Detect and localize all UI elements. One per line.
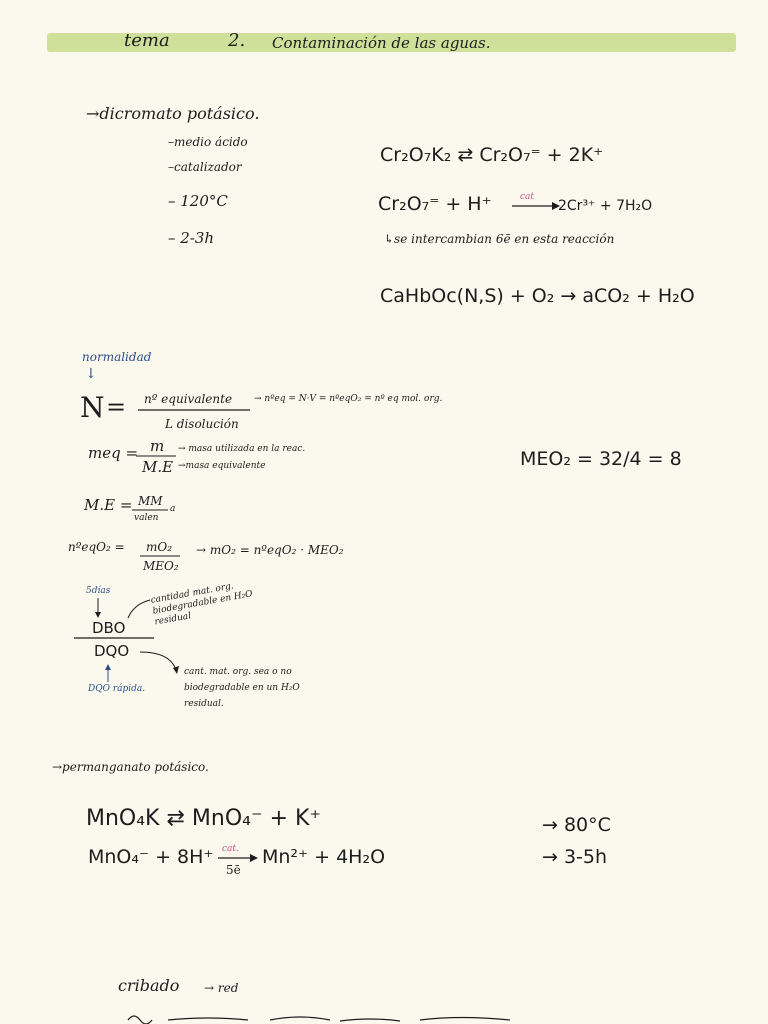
equals-sign: = [106, 393, 127, 421]
me-o2-equation: MEO₂ = 32/4 = 8 [520, 448, 682, 470]
dqo-label: DQO [94, 642, 130, 660]
neq-lhs: nºeqO₂ = [68, 540, 125, 554]
equation-combustion: CaHbOc(N,S) + O₂ → aCO₂ + H₂O [380, 285, 695, 307]
electron-exchange-note: ↳se intercambian 6ē en esta reacción [384, 232, 615, 246]
down-arrow-icon: ↓ [85, 366, 97, 382]
neq-rhs: → mO₂ = nºeqO₂ · MEO₂ [196, 543, 344, 557]
title-number: 2. [228, 30, 246, 51]
neq-numerator: mO₂ [146, 540, 173, 554]
five-days-label: 5días [86, 586, 111, 596]
normalidad-label: normalidad [82, 350, 152, 364]
me-subscript: a [170, 504, 176, 514]
me-lhs: M.E = [84, 496, 133, 514]
heading-permanganato: →permanganato potásico. [52, 760, 209, 774]
meq-denominator: M.E [142, 458, 174, 476]
me-numerator: MM [138, 494, 163, 508]
dicromato-item-temp: – 120°C [168, 192, 228, 210]
permanganato-time: → 3-5h [542, 846, 608, 868]
title-tema: tema [124, 30, 170, 51]
equation-dicromato-2-left: Cr₂O₇⁼ + H⁺ [378, 193, 492, 215]
fraction-denominator: L disolución [165, 417, 239, 431]
dicromato-item-medio: –medio ácido [168, 135, 248, 149]
neq-denominator: MEO₂ [143, 559, 179, 573]
meq-note-mass-used: → masa utilizada en la reac. [178, 444, 306, 454]
dqo-note: cant. mat. org. sea o no biodegradable en un H₂O residual. [184, 667, 300, 709]
dicromato-item-catalizador: –catalizador [168, 160, 242, 174]
cribado-label: cribado [118, 976, 180, 995]
permanganato-temp: → 80°C [542, 814, 611, 836]
equation-permanganato-2-left: MnO₄⁻ + 8H⁺ [88, 846, 214, 868]
page-title: Contaminación de las aguas. [272, 34, 491, 52]
dbo-label: DBO [92, 619, 126, 637]
meq-lhs: meq = [88, 444, 139, 462]
meq-numerator: m [150, 437, 165, 455]
cribado-note: → red [204, 981, 239, 995]
fraction-numerator: nº equivalente [144, 392, 233, 406]
heading-dicromato: →dicromato potásico. [86, 104, 260, 123]
normality-expansion: → nºeq = N·V = nºeqO₂ = nº eq mol. org. [254, 394, 443, 404]
dqo-rapida-label: DQO rápida. [88, 684, 146, 694]
permanganato-catalyst-label: cat. [222, 844, 239, 854]
me-denominator: valen [134, 513, 159, 523]
dicromato-item-time: – 2-3h [168, 229, 215, 247]
dbo-note: cantidad mat. org. biodegradable en H₂O residual [150, 581, 254, 628]
meq-note-equivalent-mass: →masa equivalente [178, 461, 266, 471]
normality-symbol: N [80, 391, 105, 424]
equation-permanganato-1: MnO₄K ⇄ MnO₄⁻ + K⁺ [86, 806, 322, 831]
equation-dicromato-1: Cr₂O₇K₂ ⇄ Cr₂O₇⁼ + 2K⁺ [380, 144, 604, 166]
equation-dicromato-2-right: 2Cr³⁺ + 7H₂O [558, 198, 653, 214]
five-electrons-label: 5ē [226, 863, 241, 877]
catalyst-label: cat [520, 192, 535, 202]
equation-permanganato-2-right: Mn²⁺ + 4H₂O [262, 846, 386, 868]
